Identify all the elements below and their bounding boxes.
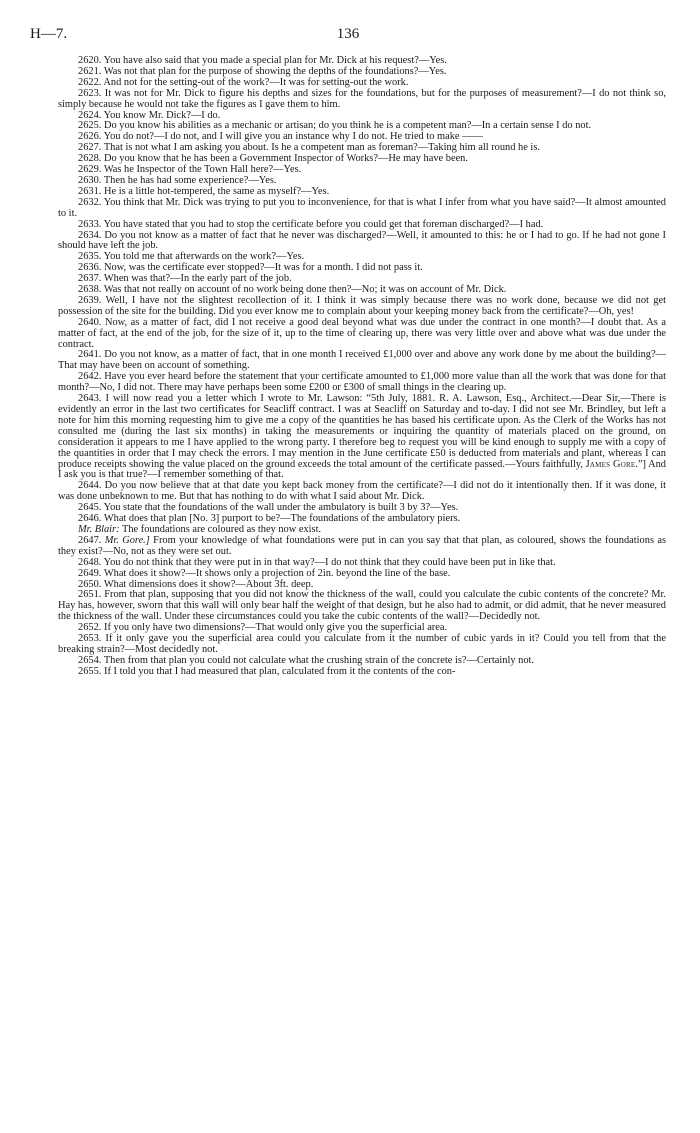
paragraph-text: Then he has had some experience?—Yes. xyxy=(103,174,277,186)
paragraph-text: Now, as a matter of fact, did I not receive a good deal beyond what was due under the contract in one month?—I doubt that. As a matter of fact, at the end of the job, for the size of it, up to the time of clearing up, there was very little over and above what was due under the contract. xyxy=(58,316,666,350)
paragraph-text: Do you know that he has been a Government Inspector of Works?—He may have been. xyxy=(104,153,468,165)
paragraph-text: From your knowledge of what foundations were put in can you say that that plan, as coloured, shows the foundations as they exist?—No, not as they were set out. xyxy=(58,534,666,557)
question-number: 2641. xyxy=(78,349,102,361)
testimony-paragraph xyxy=(58,481,666,503)
question-number: 2637. xyxy=(78,273,102,285)
paragraph-text: The foundations are coloured as they now exist. xyxy=(121,523,322,535)
paragraph-text: You know Mr. Dick?—I do. xyxy=(103,109,221,121)
question-number: 2653. xyxy=(78,633,102,645)
question-number: 2646. xyxy=(78,513,102,525)
testimony-paragraph xyxy=(58,89,666,111)
paragraph-text: Have you ever heard before the statement that your certificate amounted to £1,000 more value than all the work that was done for that month?—No, I did not. There may have perhaps been some £200 or £300 of small things in the clearing up. xyxy=(58,371,666,394)
question-number: 2647. xyxy=(78,534,102,546)
speaker-label: Mr. Gore.] xyxy=(104,534,150,546)
question-number: 2640. xyxy=(78,316,102,328)
question-number: 2650. xyxy=(78,578,102,590)
paragraph-text: Now, was the certificate ever stopped?—It was for a month. I did not pass it. xyxy=(104,262,423,274)
paragraph-text: Do you not know as a matter of fact that he never was discharged?—Well, it amounted to this: he or I had to go. If he had not gone I should have left the job. xyxy=(58,229,666,252)
question-number: 2627. xyxy=(78,142,102,154)
question-number: 2648. xyxy=(78,556,102,568)
letter-signature: James Gore xyxy=(585,458,636,470)
question-number: 2634. xyxy=(78,229,102,241)
testimony-paragraph xyxy=(58,372,666,394)
question-number: 2644. xyxy=(78,480,102,492)
page-number: 136 xyxy=(336,26,360,42)
testimony-paragraph xyxy=(58,198,666,220)
paragraph-text: That is not what I am asking you about. Is he a competent man as foreman?—Taking him all round he is. xyxy=(103,142,540,154)
document-reference: H—7. xyxy=(30,26,68,42)
testimony-body xyxy=(58,56,666,678)
paragraph-text: Was that not really on account of no work being done then?—No; it was on account of Mr. Dick. xyxy=(103,284,507,296)
question-number: 2655. xyxy=(78,665,102,677)
paragraph-text: Was he Inspector of the Town Hall here?—Yes. xyxy=(103,164,302,176)
paragraph-text: Was not that plan for the purpose of showing the depths of the foundations?—Yes. xyxy=(103,65,447,77)
paragraph-text: Do you not know, as a matter of fact, that in one month I received £1,000 over and above any work done by me about the building?—That may have been on account of something. xyxy=(58,349,666,372)
question-number: 2645. xyxy=(78,502,102,514)
question-number: 2636. xyxy=(78,262,102,274)
question-number: 2632. xyxy=(78,196,102,208)
question-number: 2625. xyxy=(78,120,102,132)
testimony-paragraph xyxy=(58,590,666,623)
question-number: 2643. xyxy=(78,393,102,405)
testimony-paragraph xyxy=(58,318,666,351)
question-number: 2651. xyxy=(78,589,102,601)
question-number: 2630. xyxy=(78,174,102,186)
paragraph-text: What does that plan [No. 3] purport to be?—The foundations of the ambulatory piers. xyxy=(103,513,461,525)
question-number: 2642. xyxy=(78,371,102,383)
paragraph-text: If it only gave you the superficial area could you calculate from it the number of cubic yards in it? Could you tell from that the breaking strain?—Most decidedly not. xyxy=(58,633,666,655)
question-number: 2633. xyxy=(78,218,102,230)
speaker-label: Mr. Blair: xyxy=(78,523,120,535)
question-number: 2624. xyxy=(78,109,102,121)
question-number: 2622. xyxy=(78,76,102,88)
testimony-paragraph xyxy=(58,231,666,253)
question-number: 2639. xyxy=(78,294,102,306)
question-number: 2628. xyxy=(78,153,102,165)
paragraph-text: If I told you that I had measured that plan, calculated from it the contents of the con- xyxy=(104,665,456,677)
question-number: 2654. xyxy=(78,654,102,666)
paragraph-text: If you only have two dimensions?—That would only give you the superficial area. xyxy=(104,622,448,634)
question-number: 2623. xyxy=(78,87,102,99)
paragraph-text: Then from that plan you could not calculate what the crushing strain of the concrete is?—Certainly not. xyxy=(103,654,535,666)
paragraph-text: You told me that afterwards on the work?—Yes. xyxy=(103,251,305,263)
letter-text: I will now read you a letter which I wrote to Mr. Lawson: “5th July, 1881. R. A. Lawson, Esq., Architect.—Dear Sir,—There is evidently an error in the last two certificates for Seacliff contract. I was at Seacliff on Saturday and to-day. I did not see Mr. Brindley, but left a note for him this morning requesting him to give me a copy of the quantities he has based his certificate upon. As the Clerk of the Works has not consulted me (during the last six months) in taking the measurements or inquiring the quantity of materials placed on the ground, on consideration it appears to me I have applied to the wrong party. I therefore beg to request you will be kind enough to supply me with a copy of the quantities in order that I may check the errors. I may mention in the June certificate £50 is deducted from materials and plant, whereas I can produce receipts showing the value placed on the ground exceeds the total amount of the certificate passed.—Yours faithfully, xyxy=(58,393,666,470)
paragraph-text: Well, I have not the slightest recollection of it. I think it was simply because there was no work done, because we did not get possession of the site for the building. Did you ever know me to complain about your keeping money back from the certificate?—Oh, yes! xyxy=(58,294,666,317)
question-number: 2626. xyxy=(78,131,102,143)
question-number: 2629. xyxy=(78,164,102,176)
paragraph-text: You think that Mr. Dick was trying to put you to inconvenience, for that is what I infer from what you have said?—It almost amounted to it. xyxy=(58,196,666,219)
question-number: 2638. xyxy=(78,284,102,296)
paragraph-text: You state that the foundations of the wall under the ambulatory is built 3 by 3?—Yes. xyxy=(103,502,459,514)
paragraph-text: Do you know his abilities as a mechanic or artisan; do you think he is a competent man?—In a certain sense I do not. xyxy=(104,120,592,132)
question-number: 2631. xyxy=(78,185,102,197)
paragraph-text: You have also said that you made a special plan for Mr. Dick at his request?—Yes. xyxy=(103,55,447,66)
question-number: 2621. xyxy=(78,65,102,77)
testimony-paragraph xyxy=(58,296,666,318)
paragraph-text: You do not?—I do not, and I will give you an instance why I do not. He tried to make —— xyxy=(103,131,483,143)
paragraph-text: It was not for Mr. Dick to figure his depths and sizes for the foundations, but for the purposes of measurement?—I do not think so, simply because he would not take the figures as I gave them to him. xyxy=(58,87,666,110)
question-number: 2649. xyxy=(78,567,102,579)
question-number: 2652. xyxy=(78,622,102,634)
paragraph-text: He is a little hot-tempered, the same as myself?—Yes. xyxy=(104,185,330,197)
testimony-paragraph xyxy=(58,350,666,372)
testimony-paragraph xyxy=(58,634,666,656)
testimony-paragraph xyxy=(58,536,666,558)
paragraph-text: You do not think that they were put in in that way?—I do not think that they could have been put in like that. xyxy=(103,556,556,568)
page-header xyxy=(30,26,666,48)
testimony-paragraph xyxy=(58,394,666,481)
question-number: 2620. xyxy=(78,55,102,66)
testimony-paragraph xyxy=(58,667,666,678)
paragraph-text: And not for the setting-out of the work?—It was for setting-out the work. xyxy=(103,76,409,88)
paragraph-text: What dimensions does it show?—About 3ft. deep. xyxy=(103,578,314,590)
question-number: 2635. xyxy=(78,251,102,263)
paragraph-text: Do you now believe that at that date you kept back money from the certificate?—I did not do it intentionally then. If it was done, it was done unbeknown to me. But that has nothing to do with what I said about Mr. Dick. xyxy=(58,480,666,503)
paragraph-text: From that plan, supposing that you did not know the thickness of the wall, could you calculate the cubic contents of the concrete? Mr. Hay has, however, sworn that this wall will only bear half the weight of that design, but he also had to admit, or did admit, that he never measured the thickness of the wall. Under these circumstances could you take the cubic contents of the wall?—Decidedly not. xyxy=(58,589,666,623)
paragraph-text: What does it show?—It shows only a projection of 2in. beyond the line of the base. xyxy=(103,567,451,579)
paragraph-text: When was that?—In the early part of the job. xyxy=(103,273,292,285)
paragraph-text: You have stated that you had to stop the certificate before you could get that foreman discharged?—I had. xyxy=(103,218,544,230)
letter-closing-text: .”] And I ask you is that true?—I remember something of that. xyxy=(58,458,667,481)
